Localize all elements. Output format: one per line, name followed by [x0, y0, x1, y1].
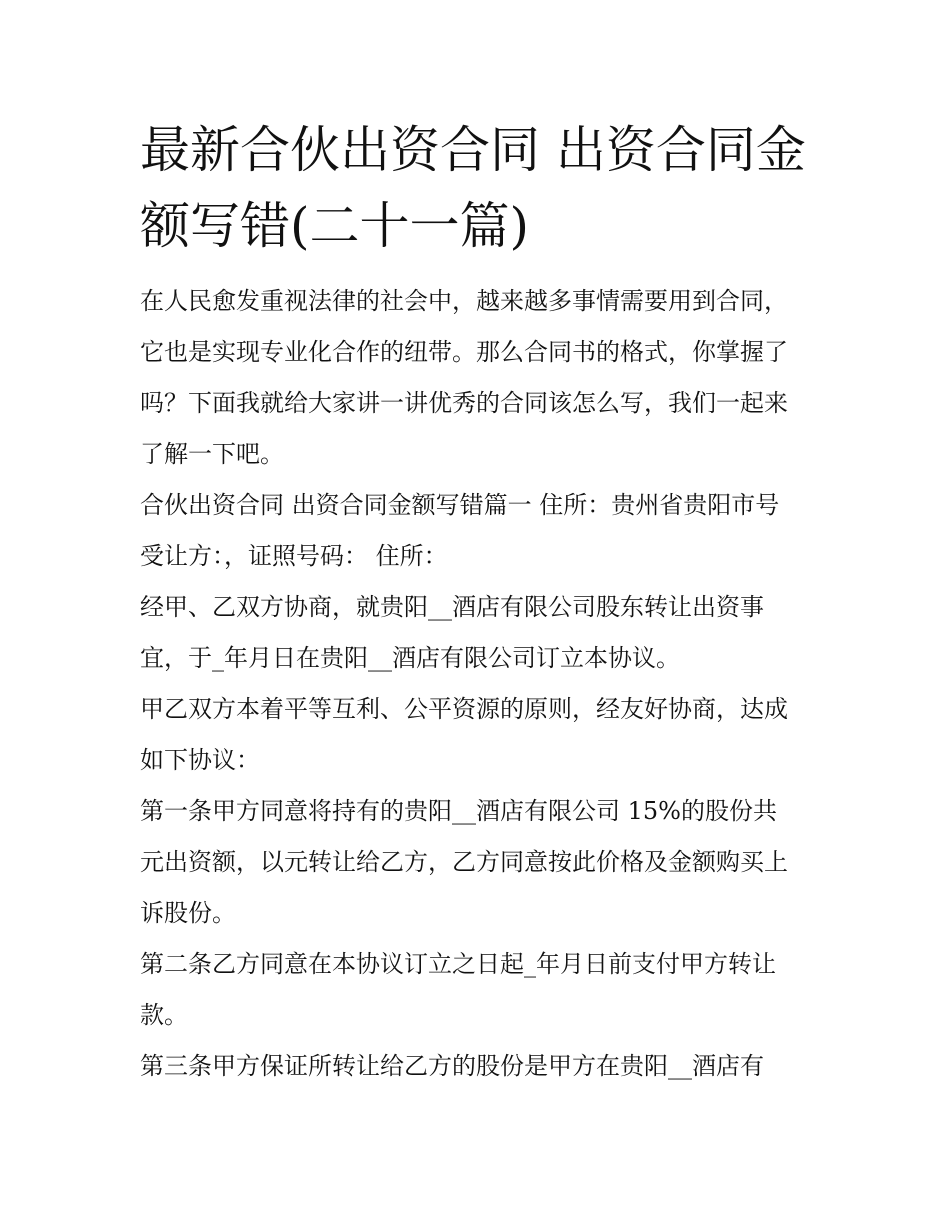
paragraph-principle [140, 684, 820, 786]
text-line: 在人民愈发重视法律的社会中，越来越多事情需要用到合同， [140, 287, 788, 315]
paragraph-negotiation [140, 582, 820, 684]
text-line: 第一条甲方同意将持有的贵阳__酒店有限公司 15%的股份共 [140, 797, 777, 825]
text-line: 合伙出资合同 出资合同金额写错篇一 住所：贵州省贵阳市号 [140, 491, 780, 519]
document-body [140, 276, 820, 1092]
text-line: 了解一下吧。 [140, 440, 284, 468]
paragraph-article-1 [140, 786, 820, 939]
text-line: 诉股份。 [140, 899, 236, 927]
text-line: 第三条甲方保证所转让给乙方的股份是甲方在贵阳__酒店有 [140, 1052, 764, 1080]
text-line: 款。 [140, 1001, 188, 1029]
document-title [140, 112, 820, 264]
text-line: 甲乙双方本着平等互利、公平资源的原则，经友好协商，达成 [140, 695, 788, 723]
text-line: 如下协议： [140, 746, 260, 774]
text-line: 元出资额，以元转让给乙方，乙方同意按此价格及金额购买上 [140, 848, 788, 876]
paragraph-intro [140, 276, 820, 480]
paragraph-parties [140, 480, 820, 582]
paragraph-article-3 [140, 1041, 820, 1092]
text-line: 受让方：，证照号码： 住所： [140, 542, 448, 570]
title-line: 最新合伙出资合同 出资合同金 [140, 121, 806, 179]
title-line: 额写错(二十一篇) [140, 197, 530, 255]
text-line: 第二条乙方同意在本协议订立之日起_年月日前支付甲方转让 [140, 950, 776, 978]
text-line: 宜，于_年月日在贵阳__酒店有限公司订立本协议。 [140, 644, 680, 672]
paragraph-article-2 [140, 939, 820, 1041]
text-line: 它也是实现专业化合作的纽带。那么合同书的格式，你掌握了 [140, 338, 788, 366]
text-line: 吗？下面我就给大家讲一讲优秀的合同该怎么写，我们一起来 [140, 389, 788, 417]
text-line: 经甲、乙双方协商，就贵阳__酒店有限公司股东转让出资事 [140, 593, 764, 621]
